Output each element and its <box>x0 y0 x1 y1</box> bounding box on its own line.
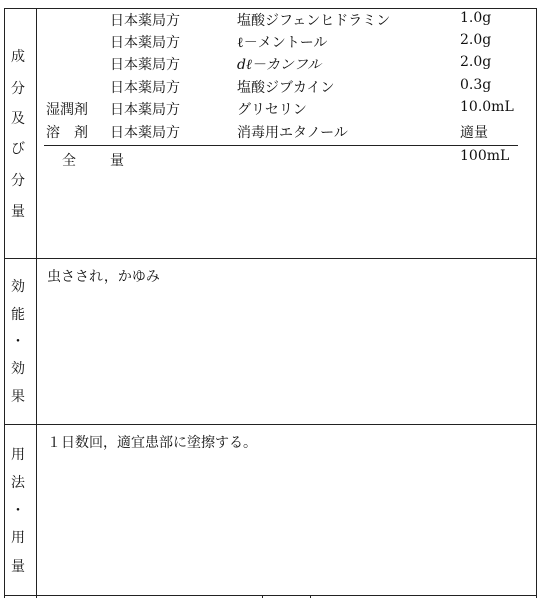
ingredient-role: 溶 剤 <box>46 125 88 141</box>
total-underline <box>44 145 518 146</box>
ingredient-row <box>0 54 539 76</box>
ingredient-name: 塩酸ジフェンヒドラミン <box>237 13 391 29</box>
ingredient-role: 湿潤剤 <box>46 102 88 118</box>
ingredient-amount: 1.0g <box>460 10 492 26</box>
efficacy-label-char: 効 <box>11 279 25 295</box>
total-label-char: 量 <box>110 153 124 169</box>
ingredient-row <box>0 32 539 54</box>
ingredient-standard: 日本薬局方 <box>110 35 180 51</box>
ingredient-standard: 日本薬局方 <box>110 80 180 96</box>
usage-label-char: ・ <box>11 503 25 519</box>
ingredient-amount: 2.0g <box>460 32 492 48</box>
efficacy-label-char: 果 <box>11 389 25 405</box>
ingredients-label-char: び <box>11 141 25 157</box>
usage-label-char: 用 <box>11 447 25 463</box>
ingredient-standard: 日本薬局方 <box>110 13 180 29</box>
section-divider-1 <box>4 258 537 259</box>
ingredient-row <box>0 122 539 144</box>
usage-label-char: 法 <box>11 475 25 491</box>
ingredients-label-char: 成 <box>11 49 25 65</box>
ingredient-amount: 2.0g <box>460 54 492 70</box>
usage-text: １日数回，適宜患部に塗擦する。 <box>47 435 257 451</box>
efficacy-text: 虫さされ，かゆみ <box>47 269 160 285</box>
ingredient-standard: 日本薬局方 <box>110 57 180 73</box>
efficacy-label-char: 効 <box>11 361 25 377</box>
ingredient-name: ℓ－メントール <box>237 35 328 51</box>
efficacy-label-char: ・ <box>11 334 25 350</box>
ingredient-standard: 日本薬局方 <box>110 125 180 141</box>
ingredients-label-char: 分 <box>11 81 25 97</box>
usage-label-char: 用 <box>11 530 25 546</box>
efficacy-label-char: 能 <box>11 307 25 323</box>
ingredient-name: 消毒用エタノール <box>237 125 348 141</box>
ingredient-name: dℓ－カンフル <box>237 57 322 73</box>
ingredient-row <box>0 77 539 99</box>
ingredient-name: グリセリン <box>237 102 307 118</box>
ingredients-label-char: 量 <box>11 204 25 220</box>
ingredient-name: 塩酸ジブカイン <box>237 80 335 96</box>
ingredient-row <box>0 10 539 32</box>
ingredient-standard: 日本薬局方 <box>110 102 180 118</box>
ingredients-label-char: 及 <box>11 111 25 127</box>
ingredient-amount: 適量 <box>460 125 488 141</box>
bottom-divider <box>4 595 537 596</box>
ingredient-amount: 0.3g <box>460 77 492 93</box>
ingredient-row <box>0 99 539 121</box>
total-label-char: 全 <box>62 153 76 169</box>
ingredients-label-char: 分 <box>11 173 25 189</box>
usage-label-char: 量 <box>11 559 25 575</box>
ingredient-amount: 10.0mL <box>460 99 514 115</box>
outer-top-border <box>4 8 537 9</box>
total-amount: 100mL <box>460 148 510 164</box>
section-divider-2 <box>4 424 537 425</box>
